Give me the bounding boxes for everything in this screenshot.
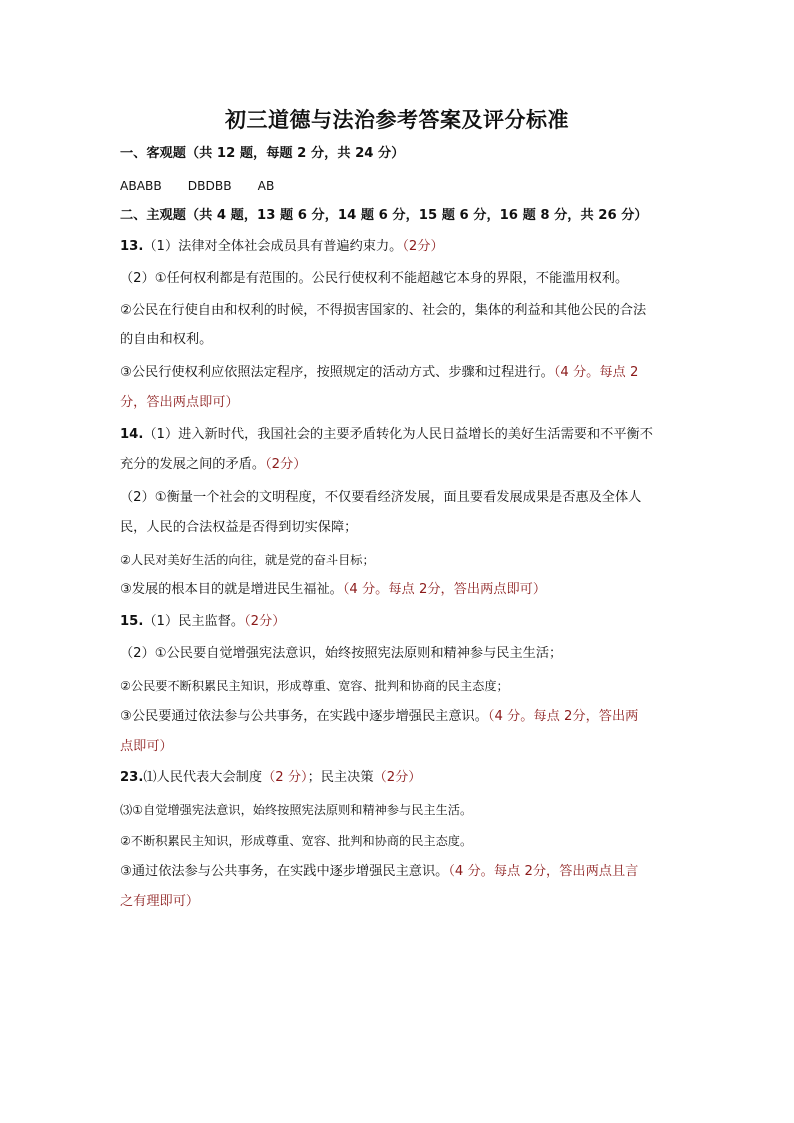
q14-point3-score: （4 分。每点 2分，答出两点即可） [342,582,547,597]
q15-part1-text: （1）民主监督。 [143,614,245,629]
answer-group-1: ABABB [120,179,162,193]
q23-point3-text: ③通过依法参与公共事务，在实践中逐步增强民主意识。 [120,864,449,879]
q23-part1-text: ⑴人民代表大会制度 [143,770,263,785]
q23-point3-score: （4 分。每点 2分，答出两点且言 [448,864,639,879]
q14-part1-text2: 充分的发展之间的矛盾。 [120,457,266,472]
q13-part1-text: （1）法律对全体社会成员具有普遍约束力。 [143,239,403,254]
q13-point2-line1: ②公民在行使自由和权利的时候，不得损害国家的、社会的，集体的利益和其他公民的合法 [120,303,647,318]
q15-point3-score: （4 分。每点 2分，答出两 [487,709,639,724]
objective-answers [120,176,684,196]
q23-part1-text2: ；民主决策 [307,770,374,785]
q23-number: 23. [120,770,144,785]
q13-point3-text: ③公民行使权利应依照法定程序，按照规定的活动方式、步骤和过程进行。 [120,365,554,380]
q23-part1 [120,768,684,788]
q15-part2: （2）①公民要自觉增强宪法意识，始终按照宪法原则和精神参与民主生活； [120,646,563,661]
q23-point3-line1 [120,862,684,882]
q14-point3-text: ③发展的根本目的就是增进民生福祉。 [120,582,343,597]
q14-part1-score: （2分） [265,457,307,472]
q13-part1-score: （2分） [402,239,444,254]
answer-group-3: AB [257,179,275,193]
q14-part1-line1 [120,425,684,445]
answer-group-2: DBDBB [187,179,232,193]
section1-heading: 一、客观题（共 12 题，每题 2 分，共 24 分） [120,146,405,161]
q13-score-note: 分，答出两点即可） [120,395,239,410]
q14-part2-line1: （2）①衡量一个社会的文明程度，不仅要看经济发展，面且要看发展成果是否惠及全体人 [120,490,642,505]
q23-point2: ②不断积累民主知识，形成尊重、宽容、批判和协商的民主态度。 [120,834,473,848]
q14-point3 [120,580,684,600]
q23-score-note: 之有理即可） [120,894,200,909]
q15-point3-line1 [120,707,684,727]
q15-number: 15. [120,614,144,629]
q13-part2: （2）①任何权利都是有范围的。公民行使权利不能超越它本身的界限，不能滥用权利。 [120,271,629,286]
q14-point2: ②人民对美好生活的向往，就是党的奋斗目标； [120,553,375,567]
q14-number: 14. [120,427,144,442]
section2-heading: 二、主观题（共 4 题，13 题 6 分，14 题 6 分，15 题 6 分，16 题 8 分，共 26 分） [120,208,648,223]
q14-part2-line2: 民，人民的合法权益是否得到切实保障； [120,520,358,535]
q15-part1-score: （2分） [244,614,286,629]
q14-part1-line2 [120,455,684,475]
q23-part1-score2: （2分） [373,770,422,785]
q13-point3-score: （4 分。每点 2 [553,365,639,380]
q13-point2-line2: 的自由和权利。 [120,332,213,347]
q13-point3-line1 [120,363,684,383]
q15-point3-text: ③公民要通过依法参与公共事务，在实践中逐步增强民主意识。 [120,709,488,724]
q15-score-note: 点即可） [120,739,173,754]
q23-part1-score: （2 分） [262,770,308,785]
document-title: 初三道德与法治参考答案及评分标准 [225,108,569,132]
q14-part1-text: （1）进入新时代，我国社会的主要矛盾转化为人民日益增长的美好生活需要和不平衡不 [143,427,653,442]
q15-part1 [120,612,684,632]
q23-part2: ⑶①自觉增强宪法意识，始终按照宪法原则和精神参与民主生活。 [120,803,473,817]
q13-part1 [120,237,684,257]
q15-point2: ②公民要不断积累民主知识，形成尊重、宽容、批判和协商的民主态度； [120,679,509,693]
q13-number: 13. [120,239,144,254]
